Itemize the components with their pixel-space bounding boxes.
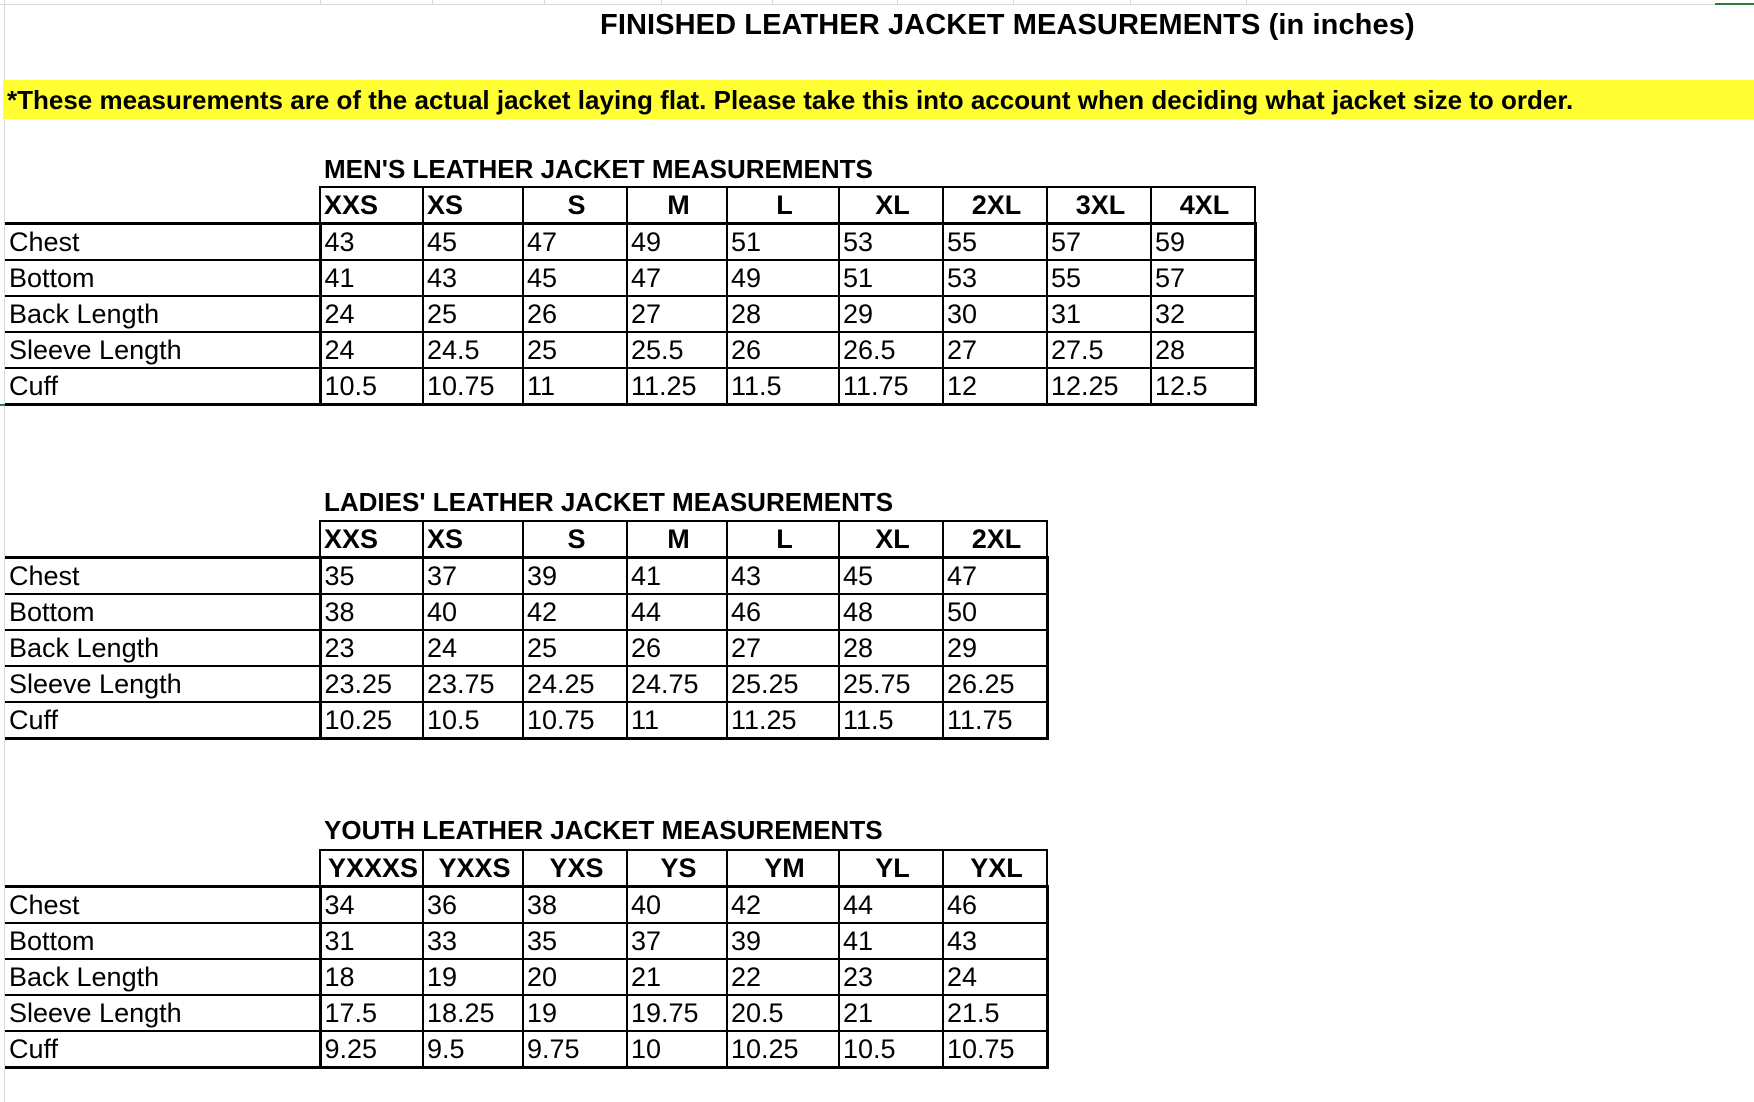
size-header-cell: L: [727, 521, 839, 558]
measurement-value-cell: 9.25: [320, 1031, 423, 1068]
header-corner-cell: [5, 850, 320, 887]
measurement-value-cell: 11.25: [627, 368, 727, 405]
measurement-row: [5, 260, 1255, 296]
sheet-column-divider: [320, 0, 321, 4]
measurement-value-cell: 35: [523, 923, 627, 959]
size-header-cell: YS: [627, 850, 727, 887]
measurement-value-cell: 44: [839, 887, 943, 924]
measurement-value-cell: 42: [523, 594, 627, 630]
measurement-row: [5, 368, 1255, 405]
measurement-value-cell: 40: [423, 594, 523, 630]
measurement-value-cell: 32: [1151, 296, 1255, 332]
measurement-value-cell: 29: [839, 296, 943, 332]
measurement-value-cell: 23.75: [423, 666, 523, 702]
measurement-value-cell: 46: [943, 887, 1047, 924]
measurement-value-cell: 55: [943, 224, 1047, 261]
size-header-row: [5, 187, 1255, 224]
measurement-value-cell: 47: [943, 558, 1047, 595]
measurement-value-cell: 33: [423, 923, 523, 959]
measurement-value-cell: 51: [727, 224, 839, 261]
measurement-value-cell: 26: [523, 296, 627, 332]
measurement-value-cell: 48: [839, 594, 943, 630]
measurement-value-cell: 55: [1047, 260, 1151, 296]
ladies-section-title: LADIES' LEATHER JACKET MEASUREMENTS: [324, 487, 894, 517]
measurement-row: [5, 1031, 1047, 1068]
measurement-value-cell: 39: [727, 923, 839, 959]
measurement-value-cell: 22: [727, 959, 839, 995]
measurement-value-cell: 11: [523, 368, 627, 405]
measurement-value-cell: 59: [1151, 224, 1255, 261]
measurement-value-cell: 24.5: [423, 332, 523, 368]
measurement-value-cell: 12: [943, 368, 1047, 405]
measurement-value-cell: 27: [627, 296, 727, 332]
measurement-value-cell: 20.5: [727, 995, 839, 1031]
measurement-value-cell: 25: [423, 296, 523, 332]
size-header-cell: XL: [839, 521, 943, 558]
size-header-cell: 4XL: [1151, 187, 1255, 224]
measurement-value-cell: 26.25: [943, 666, 1047, 702]
measurement-label: Sleeve Length: [5, 666, 320, 702]
measurement-value-cell: 57: [1151, 260, 1255, 296]
measurement-value-cell: 21: [627, 959, 727, 995]
size-header-cell: 2XL: [943, 187, 1047, 224]
measurement-value-cell: 34: [320, 887, 423, 924]
measurement-label: Chest: [5, 558, 320, 595]
size-header-cell: YL: [839, 850, 943, 887]
measurement-value-cell: 43: [320, 224, 423, 261]
measurement-value-cell: 28: [839, 630, 943, 666]
measurement-label: Sleeve Length: [5, 995, 320, 1031]
measurement-value-cell: 36: [423, 887, 523, 924]
sheet-column-divider: [661, 0, 662, 4]
sheet-column-divider: [1130, 0, 1131, 4]
measurement-value-cell: 43: [727, 558, 839, 595]
measurement-row: [5, 702, 1047, 739]
measurement-value-cell: 47: [627, 260, 727, 296]
measurement-value-cell: 38: [523, 887, 627, 924]
measurement-label: Bottom: [5, 923, 320, 959]
size-header-cell: 2XL: [943, 521, 1047, 558]
measurement-label: Back Length: [5, 959, 320, 995]
mens-section-title: MEN'S LEATHER JACKET MEASUREMENTS: [324, 154, 873, 184]
measurement-value-cell: 11: [627, 702, 727, 739]
measurement-value-cell: 57: [1047, 224, 1151, 261]
measurement-row: [5, 296, 1255, 332]
size-header-cell: S: [523, 521, 627, 558]
measurement-value-cell: 11.5: [727, 368, 839, 405]
measurement-value-cell: 23: [320, 630, 423, 666]
measurement-row: [5, 594, 1047, 630]
measurement-value-cell: 11.5: [839, 702, 943, 739]
measurement-value-cell: 9.5: [423, 1031, 523, 1068]
measurement-value-cell: 43: [943, 923, 1047, 959]
measurement-value-cell: 25: [523, 630, 627, 666]
measurement-label: Chest: [5, 887, 320, 924]
measurement-value-cell: 46: [727, 594, 839, 630]
measurement-value-cell: 25.5: [627, 332, 727, 368]
sheet-column-divider: [1013, 0, 1014, 4]
size-header-row: [5, 521, 1047, 558]
header-corner-cell: [5, 187, 320, 224]
measurement-value-cell: 49: [727, 260, 839, 296]
measurement-value-cell: 38: [320, 594, 423, 630]
size-header-cell: XS: [423, 187, 523, 224]
measurement-value-cell: 17.5: [320, 995, 423, 1031]
measurement-row: [5, 995, 1047, 1031]
header-corner-cell: [5, 521, 320, 558]
measurement-value-cell: 42: [727, 887, 839, 924]
measurement-value-cell: 20: [523, 959, 627, 995]
sheet-column-divider: [897, 0, 898, 4]
ladies-measurements-table: [5, 520, 1049, 740]
measurement-value-cell: 24: [423, 630, 523, 666]
size-header-cell: YXXXS: [320, 850, 423, 887]
size-header-cell: M: [627, 521, 727, 558]
size-header-cell: XS: [423, 521, 523, 558]
measurement-value-cell: 10: [627, 1031, 727, 1068]
measurement-value-cell: 41: [320, 260, 423, 296]
sheet-column-divider: [432, 0, 433, 4]
measurement-label: Back Length: [5, 630, 320, 666]
selected-cell-marker: [1715, 3, 1754, 5]
measurement-value-cell: 45: [839, 558, 943, 595]
measurement-value-cell: 18.25: [423, 995, 523, 1031]
youth-section-title: YOUTH LEATHER JACKET MEASUREMENTS: [324, 815, 883, 845]
measurement-label: Cuff: [5, 368, 320, 405]
measurement-value-cell: 28: [727, 296, 839, 332]
measurement-value-cell: 44: [627, 594, 727, 630]
page-title: FINISHED LEATHER JACKET MEASUREMENTS (in inches): [600, 9, 1415, 41]
measurement-value-cell: 30: [943, 296, 1047, 332]
measurement-value-cell: 23: [839, 959, 943, 995]
size-header-cell: S: [523, 187, 627, 224]
measurement-value-cell: 37: [423, 558, 523, 595]
measurement-row: [5, 332, 1255, 368]
measurement-value-cell: 19.75: [627, 995, 727, 1031]
measurement-value-cell: 53: [943, 260, 1047, 296]
measurement-value-cell: 12.25: [1047, 368, 1151, 405]
measurement-value-cell: 11.75: [943, 702, 1047, 739]
measurement-value-cell: 19: [523, 995, 627, 1031]
mens-measurements-table: [5, 186, 1257, 406]
measurement-value-cell: 24.75: [627, 666, 727, 702]
sheet-column-divider: [1246, 0, 1247, 4]
measurement-value-cell: 24: [943, 959, 1047, 995]
sheet-top-gridline: [0, 0, 1754, 5]
youth-measurements-table: [5, 849, 1049, 1069]
measurement-label: Bottom: [5, 260, 320, 296]
measurement-value-cell: 49: [627, 224, 727, 261]
measurement-row: [5, 959, 1047, 995]
measurement-value-cell: 37: [627, 923, 727, 959]
measurement-value-cell: 41: [627, 558, 727, 595]
measurement-row: [5, 923, 1047, 959]
measurement-value-cell: 50: [943, 594, 1047, 630]
size-header-row: [5, 850, 1047, 887]
measurement-label: Back Length: [5, 296, 320, 332]
measurement-value-cell: 24: [320, 332, 423, 368]
measurement-row: [5, 666, 1047, 702]
measurement-value-cell: 26.5: [839, 332, 943, 368]
measurement-value-cell: 10.25: [320, 702, 423, 739]
measurement-value-cell: 35: [320, 558, 423, 595]
sheet-column-divider: [772, 0, 773, 4]
size-header-cell: YXL: [943, 850, 1047, 887]
size-header-cell: L: [727, 187, 839, 224]
measurement-value-cell: 25: [523, 332, 627, 368]
size-header-cell: XL: [839, 187, 943, 224]
measurement-value-cell: 41: [839, 923, 943, 959]
size-header-cell: XXS: [320, 521, 423, 558]
measurement-value-cell: 26: [727, 332, 839, 368]
measurement-value-cell: 27: [943, 332, 1047, 368]
size-header-cell: YM: [727, 850, 839, 887]
measurement-row: [5, 887, 1047, 924]
size-header-cell: YXS: [523, 850, 627, 887]
measurement-value-cell: 25.25: [727, 666, 839, 702]
measurement-value-cell: 10.75: [423, 368, 523, 405]
measurement-value-cell: 19: [423, 959, 523, 995]
measurement-value-cell: 9.75: [523, 1031, 627, 1068]
measurement-notice: *These measurements are of the actual jacket laying flat. Please take this into account when deciding what jacket size to order.: [3, 80, 1754, 119]
measurement-value-cell: 24.25: [523, 666, 627, 702]
measurement-label: Chest: [5, 224, 320, 261]
measurement-value-cell: 29: [943, 630, 1047, 666]
size-header-cell: M: [627, 187, 727, 224]
measurement-label: Sleeve Length: [5, 332, 320, 368]
measurement-value-cell: 51: [839, 260, 943, 296]
measurement-value-cell: 45: [423, 224, 523, 261]
sheet-column-divider: [544, 0, 545, 4]
measurement-value-cell: 10.75: [943, 1031, 1047, 1068]
measurement-value-cell: 10.5: [839, 1031, 943, 1068]
size-header-cell: XXS: [320, 187, 423, 224]
measurement-value-cell: 25.75: [839, 666, 943, 702]
measurement-value-cell: 24: [320, 296, 423, 332]
measurement-value-cell: 45: [523, 260, 627, 296]
measurement-value-cell: 18: [320, 959, 423, 995]
measurement-value-cell: 31: [320, 923, 423, 959]
measurement-label: Cuff: [5, 1031, 320, 1068]
measurement-value-cell: 12.5: [1151, 368, 1255, 405]
measurement-row: [5, 558, 1047, 595]
measurement-value-cell: 31: [1047, 296, 1151, 332]
measurement-row: [5, 224, 1255, 261]
measurement-value-cell: 27: [727, 630, 839, 666]
measurement-value-cell: 40: [627, 887, 727, 924]
measurement-value-cell: 26: [627, 630, 727, 666]
measurement-label: Bottom: [5, 594, 320, 630]
measurement-value-cell: 10.25: [727, 1031, 839, 1068]
measurement-value-cell: 21: [839, 995, 943, 1031]
size-header-cell: 3XL: [1047, 187, 1151, 224]
measurement-value-cell: 53: [839, 224, 943, 261]
measurement-row: [5, 630, 1047, 666]
measurement-value-cell: 28: [1151, 332, 1255, 368]
measurement-value-cell: 10.75: [523, 702, 627, 739]
measurement-value-cell: 23.25: [320, 666, 423, 702]
measurement-value-cell: 21.5: [943, 995, 1047, 1031]
measurement-value-cell: 11.75: [839, 368, 943, 405]
measurement-value-cell: 27.5: [1047, 332, 1151, 368]
measurement-value-cell: 43: [423, 260, 523, 296]
measurement-value-cell: 10.5: [423, 702, 523, 739]
measurement-label: Cuff: [5, 702, 320, 739]
measurement-value-cell: 11.25: [727, 702, 839, 739]
measurement-value-cell: 39: [523, 558, 627, 595]
measurement-value-cell: 10.5: [320, 368, 423, 405]
size-header-cell: YXXS: [423, 850, 523, 887]
measurement-value-cell: 47: [523, 224, 627, 261]
